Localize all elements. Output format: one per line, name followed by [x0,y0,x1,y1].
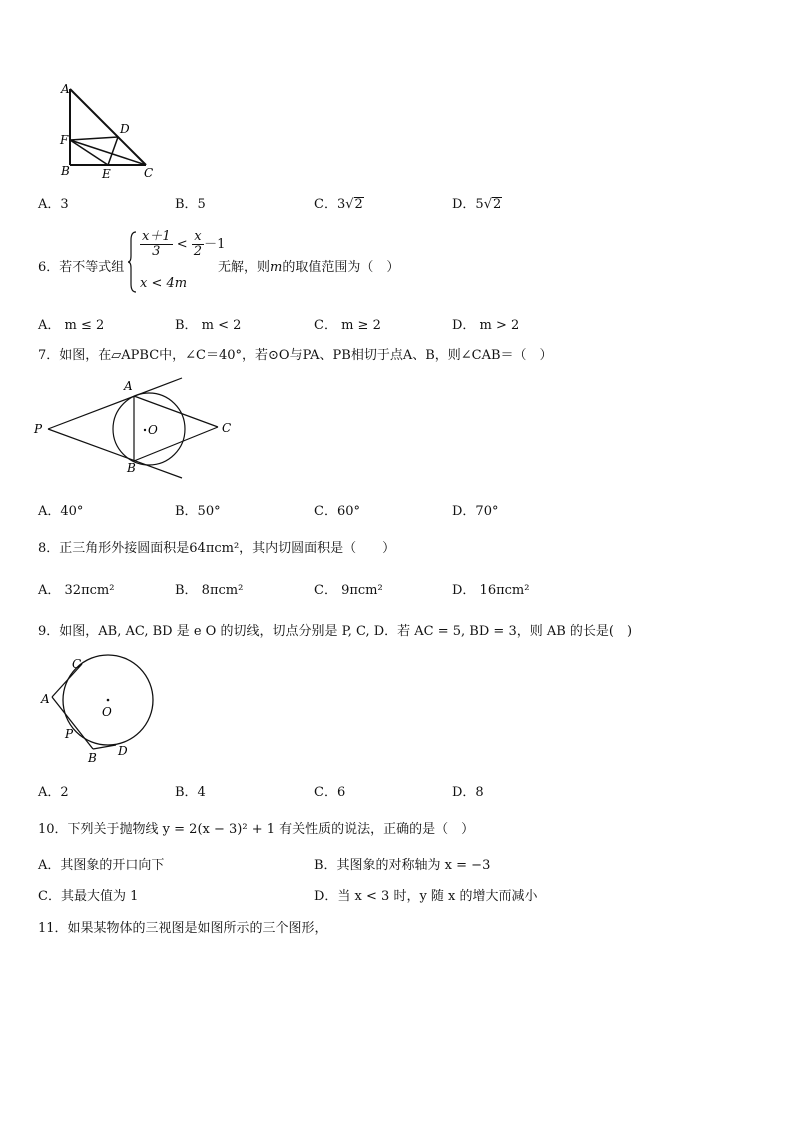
q8-option-c[interactable]: C． 9πcm² [314,583,383,598]
fig5-label-f: F [60,133,69,147]
fig5-label-b: B [61,164,70,178]
q9-option-b[interactable]: B．4 [175,785,206,800]
fig9-label-c: C [72,657,82,671]
fig5-label-c: C [144,166,154,180]
q10-option-c[interactable]: C．其最大值为 1 [38,889,139,904]
fig9-label-o: O [102,705,112,719]
q6-frac1-num: x＋1 [142,229,171,244]
q5-option-c-pre: C．3 [314,197,346,212]
fig5-label-d: D [120,122,130,136]
q6-var: m [270,260,283,275]
q5-option-d-pre: D．5 [452,197,484,212]
q5-option-c[interactable]: C．3√2 [314,197,363,212]
fig7-label-o: O [148,423,158,437]
question-8: 8．正三角形外接圆面积是64πcm²，其内切圆面积是（ ） [38,541,396,556]
fig7-label-c: C [222,421,232,435]
q7-option-c[interactable]: C．60° [314,504,360,519]
q6-prefix: 6．若不等式组 [38,260,125,275]
q6-option-a[interactable]: A． m ≤ 2 [38,318,105,333]
question-10: 10．下列关于抛物线 y = 2(x − 3)² + 1 有关性质的说法，正确的是（ ） [38,822,475,837]
q6-tail: －1 [204,237,226,252]
q7-option-b[interactable]: B．50° [175,504,221,519]
q9-option-d[interactable]: D．8 [452,785,484,800]
q8-option-a[interactable]: A． 32πcm² [38,583,115,598]
fig5-label-e: E [102,167,111,180]
q10-option-a[interactable]: A．其图象的开口向下 [38,858,165,873]
fig7-label-b: B [127,461,136,475]
fig7-label-p: P [34,422,43,436]
q7-figure [32,372,242,480]
q9-figure [38,654,168,766]
q6-frac2-num: x [192,230,204,245]
q5-option-b[interactable]: B．5 [175,197,206,212]
q6-option-c[interactable]: C． m ≥ 2 [314,318,381,333]
fig5-label-a: A [61,82,70,96]
q6-suffix-2: 的取值范围为（ ） [282,260,400,275]
q10-option-b[interactable]: B．其图象的对称轴为 x = −3 [314,858,491,873]
q5-option-d-radicand: 2 [493,197,502,212]
q7-option-d[interactable]: D．70° [452,504,499,519]
q6-suffix-1: 无解，则 [218,260,271,275]
q9-option-a[interactable]: A．2 [38,785,69,800]
question-7: 7．如图，在▱APBC中，∠C＝40°，若⊙O与PA、PB相切于点A、B，则∠CAB＝（ ） [38,348,553,363]
q6-option-b[interactable]: B． m < 2 [175,318,242,333]
q6-inequality-2: x < 4m [140,276,188,291]
q6-brace [128,230,138,294]
q5-option-a[interactable]: A．3 [38,197,69,212]
fig7-label-a: A [124,379,133,393]
q8-option-d[interactable]: D． 16πcm² [452,583,530,598]
q6-option-d[interactable]: D． m > 2 [452,318,520,333]
fig9-label-d: D [118,744,128,758]
q9-option-c[interactable]: C．6 [314,785,346,800]
q5-option-c-radicand: 2 [354,197,363,212]
q5-option-d[interactable]: D．5√2 [452,197,502,212]
q5-figure [52,80,162,180]
fig9-label-a: A [41,692,50,706]
q8-option-b[interactable]: B． 8πcm² [175,583,244,598]
fig9-label-b: B [88,751,97,765]
question-11: 11．如果某物体的三视图是如图所示的三个图形， [38,921,328,936]
q10-option-d[interactable]: D．当 x < 3 时，y 随 x 的增大而减小 [314,889,538,904]
q6-op: < [176,237,188,252]
fig9-label-p: P [65,727,74,741]
q6-frac2-den: 2 [193,244,203,259]
q6-suffix [218,256,399,275]
q6-frac1-den: 3 [152,244,161,259]
q6-inequality-1 [140,230,225,259]
q7-option-a[interactable]: A．40° [38,504,84,519]
question-9: 9．如图，AB, AC, BD 是 e O 的切线，切点分别是 P, C, D．若 AC = 5, BD = 3，则 AB 的长是( ) [38,624,633,639]
